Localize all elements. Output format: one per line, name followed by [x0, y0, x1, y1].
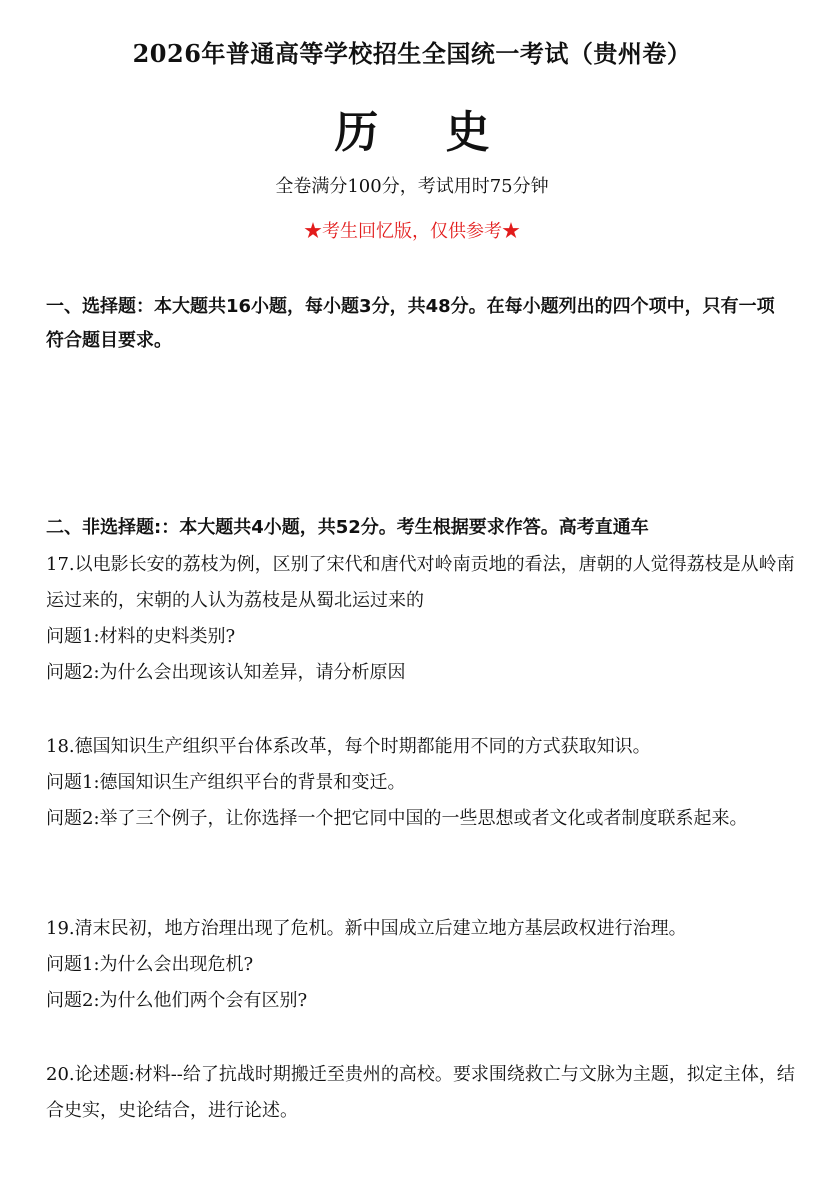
question-part: 问题1:材料的史料类别? [46, 626, 236, 647]
subject-title: 历 史 [334, 107, 516, 158]
question-stem: 19.清末民初，地方治理出现了危机。新中国成立后建立地方基层政权进行治理。 [46, 918, 687, 939]
question-part: 问题2:为什么会出现该认知差异，请分析原因 [46, 662, 406, 683]
question-18 [46, 729, 798, 837]
question-part: 问题1:德国知识生产组织平台的背景和变迁。 [46, 772, 406, 793]
exam-meta: 全卷满分100分，考试用时75分钟 [275, 176, 549, 197]
question-part: 问题2:举了三个例子，让你选择一个把它同中国的一些思想或者文化或者制度联系起来。 [46, 808, 748, 829]
question-part: 问题2:为什么他们两个会有区别? [46, 990, 308, 1011]
question-part: 问题1:为什么会出现危机? [46, 954, 254, 975]
exam-title: 2026年普通高等学校招生全国统一考试（贵州卷） [132, 39, 692, 68]
question-stem: 18.德国知识生产组织平台体系改革，每个时期都能用不同的方式获取知识。 [46, 736, 651, 757]
recall-note: ★考生回忆版，仅供参考★ [304, 221, 520, 242]
question-stem: 20.论述题:材料--给了抗战时期搬迁至贵州的高校。要求围绕救亡与文脉为主题，拟定主体，结合史实，史论结合，进行论述。 [46, 1064, 795, 1121]
question-stem: 17.以电影长安的荔枝为例，区别了宋代和唐代对岭南贡地的看法，唐朝的人觉得荔枝是从岭南运过来的，宋朝的人认为荔枝是从蜀北运过来的 [46, 554, 795, 611]
question-20 [46, 1057, 798, 1129]
section-2-heading: 二、非选择题:：本大题共4小题，共52分。考生根据要求作答。高考直通车 [46, 517, 649, 538]
section-1-heading: 一、选择题：本大题共16小题，每小题3分，共48分。在每小题列出的四个项中，只有一项符合题目要求。 [46, 296, 775, 351]
question-17 [46, 547, 798, 691]
question-19 [46, 911, 798, 1019]
